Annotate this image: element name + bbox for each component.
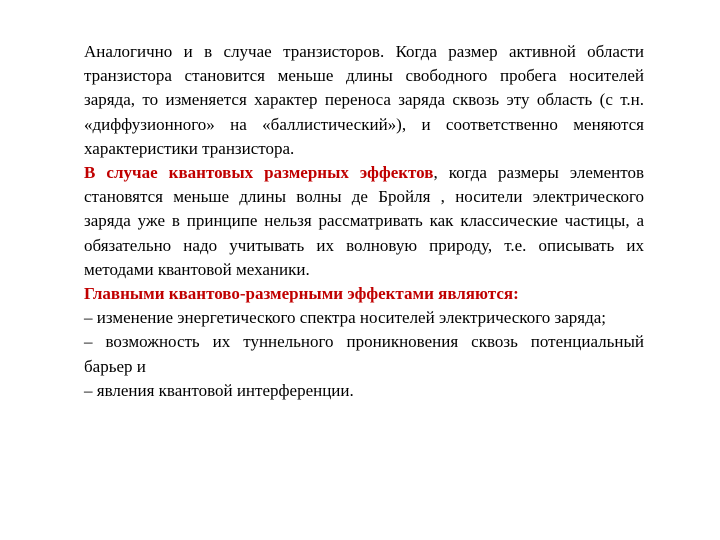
quantum-effects-text: , когда размеры элементов становятся меньше длины волны де Бройля , носители электрического заряда уже в принципе нельзя рассматривать как классические частицы, а обязательно надо учитывать их волновую природу, т.е. описывать их методами квантовой механики. [84, 163, 644, 279]
slide-text [84, 40, 644, 403]
paragraph-quantum-effects [84, 161, 644, 282]
quantum-effects-highlight: В случае квантовых размерных эффектов [84, 163, 434, 183]
effects-list-heading: Главными квантово-размерными эффектами являются: [84, 284, 519, 304]
list-item: – явления квантовой интерференции. [84, 380, 354, 400]
list-item: – возможность их туннельного проникновения сквозь потенциальный барьер и [84, 332, 644, 376]
list-item: – изменение энергетического спектра носителей электрического заряда; [84, 308, 606, 328]
paragraph-transistors: Аналогично и в случае транзисторов. Когда размер активной области транзистора становится меньше длины свободного пробега носителей заряда, то изменяется характер переноса заряда сквозь эту область (с т.н. «диффузионного» на «баллистический»), и соответственно меняются характеристики транзистора. [84, 42, 644, 158]
